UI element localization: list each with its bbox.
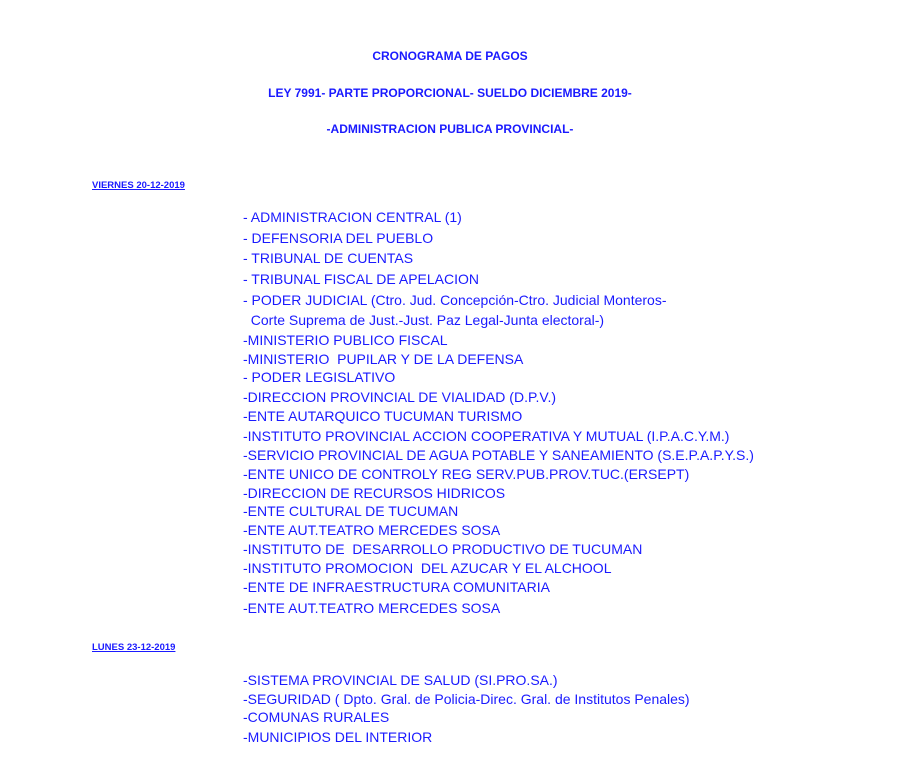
schedule-item: -ENTE DE INFRAESTRUCTURA COMUNITARIA (243, 579, 550, 595)
schedule-item: -SEGURIDAD ( Dpto. Gral. de Policia-Direc. Gral. de Institutos Penales) (243, 691, 690, 707)
schedule-item: -INSTITUTO PROMOCION DEL AZUCAR Y EL ALCHOOL (243, 560, 612, 576)
document-entity: -ADMINISTRACION PUBLICA PROVINCIAL- (326, 122, 574, 136)
schedule-item: - TRIBUNAL FISCAL DE APELACION (243, 271, 479, 287)
schedule-item: -ENTE AUT.TEATRO MERCEDES SOSA (243, 522, 501, 538)
schedule-item: - ADMINISTRACION CENTRAL (1) (243, 209, 462, 225)
schedule-item: -ENTE UNICO DE CONTROLY REG SERV.PUB.PROV.TUC.(ERSEPT) (243, 466, 690, 482)
schedule-item: -DIRECCION PROVINCIAL DE VIALIDAD (D.P.V.) (243, 389, 556, 405)
schedule-date-2: LUNES 23-12-2019 (92, 642, 176, 653)
schedule-item: -COMUNAS RURALES (243, 709, 390, 725)
schedule-item: -DIRECCION DE RECURSOS HIDRICOS (243, 485, 506, 501)
schedule-item: - DEFENSORIA DEL PUEBLO (243, 230, 434, 246)
schedule-item: -MINISTERIO PUBLICO FISCAL (243, 332, 448, 348)
schedule-item: Corte Suprema de Just.-Just. Paz Legal-Junta electoral-) (243, 312, 605, 328)
schedule-item: -ENTE AUTARQUICO TUCUMAN TURISMO (243, 408, 523, 424)
schedule-item: -INSTITUTO DE DESARROLLO PRODUCTIVO DE TUCUMAN (243, 541, 643, 557)
schedule-item: -ENTE AUT.TEATRO MERCEDES SOSA (243, 600, 501, 616)
document-title: CRONOGRAMA DE PAGOS (372, 49, 528, 63)
schedule-date-1: VIERNES 20-12-2019 (92, 180, 185, 191)
schedule-item: -INSTITUTO PROVINCIAL ACCION COOPERATIVA Y MUTUAL (I.P.A.C.Y.M.) (243, 428, 730, 444)
schedule-item: - TRIBUNAL DE CUENTAS (243, 250, 414, 266)
schedule-item: -MUNICIPIOS DEL INTERIOR (243, 729, 433, 745)
schedule-item: -MINISTERIO PUPILAR Y DE LA DEFENSA (243, 351, 524, 367)
schedule-item: -SISTEMA PROVINCIAL DE SALUD (SI.PRO.SA.) (243, 672, 558, 688)
schedule-item: - PODER JUDICIAL (Ctro. Jud. Concepción-Ctro. Judicial Monteros- (243, 292, 667, 308)
schedule-item: - PODER LEGISLATIVO (243, 369, 396, 385)
schedule-item: -ENTE CULTURAL DE TUCUMAN (243, 503, 459, 519)
schedule-item: -SERVICIO PROVINCIAL DE AGUA POTABLE Y SANEAMIENTO (S.E.P.A.P.Y.S.) (243, 447, 754, 463)
document-subtitle: LEY 7991- PARTE PROPORCIONAL- SUELDO DICIEMBRE 2019- (268, 86, 632, 100)
